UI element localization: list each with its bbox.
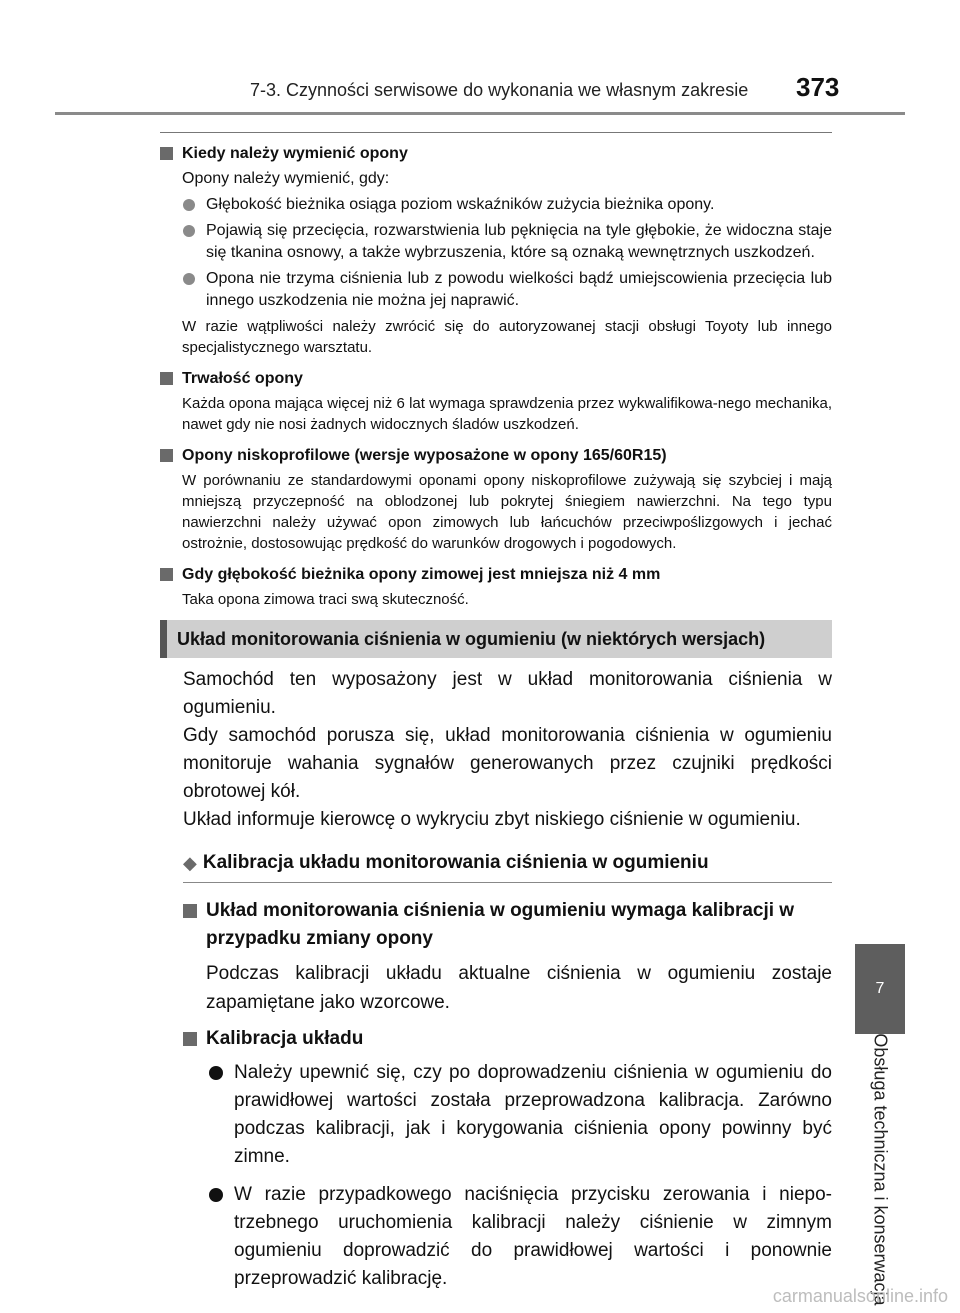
list-item xyxy=(160,1059,832,1171)
list-item-text: Opona nie trzyma ciśnienia lub z powodu wielkości bądź umiejscowienia przecięcia lub innego uszkodzenia nie można jej naprawić. xyxy=(206,270,832,309)
square-bullet-icon xyxy=(183,1032,197,1046)
sub-rule xyxy=(160,132,832,133)
paragraph: W razie wątpliwości należy zwrócić się do autoryzowanej stacji obsługi Toyoty lub innego specjalistycznego warsztatu. xyxy=(182,318,832,356)
heading-text: Kalibracja układu monitorowania ciśnienia w ogumieniu xyxy=(202,852,709,873)
heading-text: Gdy głębokość bieżnika opony zimowej jest mniejsza niż 4 mm xyxy=(182,566,661,583)
page-number: 373 xyxy=(796,72,840,102)
header-title: 7-3. Czynności serwisowe do wykonania we własnym zakresie xyxy=(250,80,749,100)
section-heading xyxy=(160,142,832,166)
paragraph: Podczas kalibracji układu aktualne ciśnienia w ogumieniu zostaje zapamiętane jako wzorcowe. xyxy=(206,963,832,1013)
watermark: carmanualsonline.info xyxy=(772,1286,948,1306)
list-item-text: W razie przypadkowego naciśnięcia przycisku zerowania i niepo-trzebnego uruchomienia kalibracji należy ciśnienie w zimnym ogumieniu doprowadzić do prawidłowej wartości i ponownie przeprowadzić kalibrację. xyxy=(234,1184,832,1289)
heading-text: Kiedy należy wymienić opony xyxy=(182,145,408,162)
list-item-text: Głębokość bieżnika osiąga poziom wskaźników zużycia bieżnika opony. xyxy=(206,196,715,213)
heading-text: Trwałość opony xyxy=(182,370,303,387)
list-item xyxy=(160,1181,832,1293)
paragraph: W porównaniu ze standardowymi oponami opony niskoprofilowe zużywają się szybciej i mają mniejszą przyczepność na oblodzonej lub pokrytej śniegiem nawierzchni. Na tego typu nawierzchni należy używać opon zimowych lub łańcuchów przeciwpoślizgowych i jechać ostrożnie, dostosowując prędkość do warunków drogowych i pogodowych. xyxy=(182,472,832,552)
section-heading xyxy=(160,563,832,587)
square-bullet-icon xyxy=(160,147,173,160)
chapter-tab: 7 xyxy=(855,944,905,1034)
round-bullet-icon xyxy=(183,225,195,237)
section-heading xyxy=(160,444,832,468)
header-rule xyxy=(55,112,905,115)
section-heading xyxy=(160,897,832,953)
divider xyxy=(183,882,832,883)
paragraph: Samochód ten wyposażony jest w układ monitorowania ciśnienia w ogumieniu. xyxy=(183,669,832,718)
paragraph: Każda opona mająca więcej niż 6 lat wymaga sprawdzenia przez wykwalifikowa-nego mechanika, nawet gdy nie nosi żadnych widocznych śladów uszkodzeń. xyxy=(182,395,832,433)
section-heading xyxy=(160,1025,832,1053)
heading-text: Kalibracja układu xyxy=(206,1028,364,1049)
square-bullet-icon xyxy=(183,904,197,918)
paragraph: Taka opona zimowa traci swą skuteczność. xyxy=(182,591,469,608)
list-item-text: Pojawią się przecięcia, rozwarstwienia lub pęknięcia na tyle głębokie, że widoczna staje się tkanina osnowy, a także wybrzuszenia, które są oznaką wewnętrznych uszkodzeń. xyxy=(206,222,832,261)
round-bullet-icon xyxy=(183,199,195,211)
paragraph: Gdy samochód porusza się, układ monitorowania ciśnienia w ogumieniu monitoruje wahania sygnałów generowanych przez czujniki prędkości obrotowej kół. xyxy=(183,725,832,802)
heading-text: Opony niskoprofilowe (wersje wyposażone w opony 165/60R15) xyxy=(182,447,667,464)
subsection-heading xyxy=(160,848,832,878)
square-bullet-icon xyxy=(160,568,173,581)
round-bullet-icon xyxy=(209,1066,223,1080)
list-item xyxy=(160,268,832,312)
diamond-icon: ◆ xyxy=(183,853,197,873)
round-bullet-icon xyxy=(183,273,195,285)
list-item xyxy=(160,194,832,216)
paragraph: Układ informuje kierowcę o wykryciu zbyt niskiego ciśnienie w ogumieniu. xyxy=(183,809,801,830)
heading-text: Układ monitorowania ciśnienia w ogumieniu wymaga kalibracji w przypadku zmiany opony xyxy=(206,900,795,949)
paragraph: Opony należy wymienić, gdy: xyxy=(182,170,390,187)
section-heading xyxy=(160,367,832,391)
list-item-text: Należy upewnić się, czy po doprowadzeniu ciśnienia w ogumieniu do prawidłowej wartości została przeprowadzona kalibracja. Zarówno podczas kalibracji, jak i korygowania ciśnienia opony powinny być zimne. xyxy=(234,1062,832,1167)
square-bullet-icon xyxy=(160,449,173,462)
list-item xyxy=(160,220,832,264)
page-content xyxy=(160,142,832,1303)
square-bullet-icon xyxy=(160,372,173,385)
chapter-side-label xyxy=(855,1034,905,1304)
chapter-side-label-text: Obsługa techniczna i konserwacja xyxy=(870,1032,891,1306)
round-bullet-icon xyxy=(209,1188,223,1202)
section-title-bar: Układ monitorowania ciśnienia w ogumieniu (w niektórych wersjach) xyxy=(160,620,832,658)
